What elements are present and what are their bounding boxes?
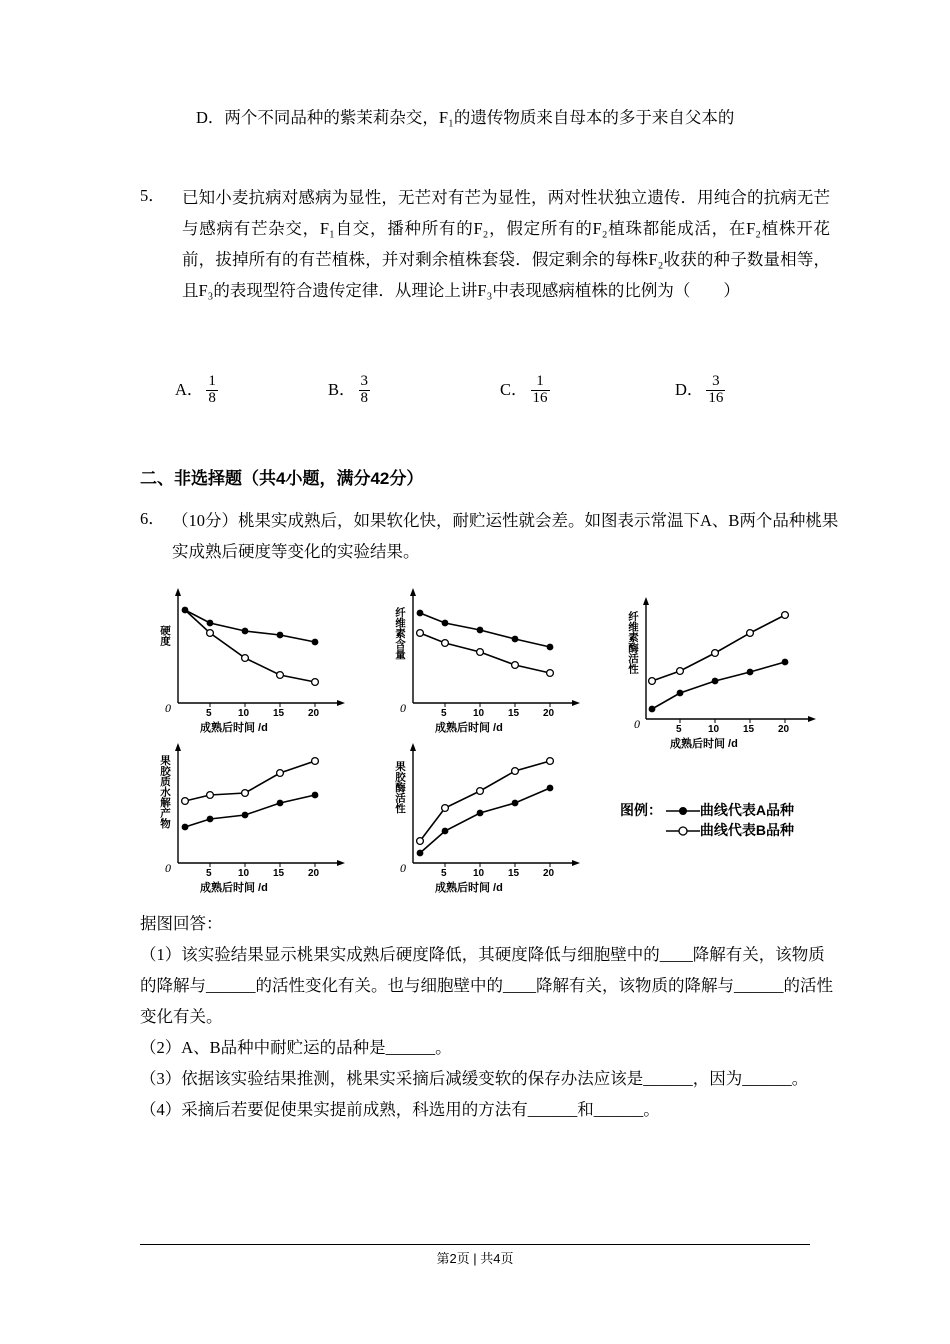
question-6-answers — [140, 908, 840, 1125]
chart-pectin-hydrolysate — [150, 743, 350, 893]
question-6-prompt: 据图回答： — [140, 914, 223, 933]
question-5-stem: 已知小麦抗病对感病为显性，无芒对有芒为显性，两对性状独立遗传．用纯合的抗病无芒与感病有芒杂交，F₁自交，播种所有的F₂，假定所有的F₂植珠都能成活，在F₂植株开花前，拔掉所有的有芒植株，并对剩余植株套袋．假定剩余的每株F₂收获的种子数量相等，且F₃的表现型符合遗传定律．从理论上讲F₃中表现感病植株的比例为（ ） — [182, 188, 830, 300]
chart-cellulose-content-tick-10: 10 — [473, 708, 485, 719]
question-5 — [140, 182, 830, 306]
question-6-stem: （10分）桃果实成熟后，如果软化快，耐贮运性就会差。如图表示常温下A、B两个品种桃果实成熟后硬度等变化的实验结果。 — [172, 511, 839, 561]
chart-cellulase-activity-origin: 0 — [634, 717, 640, 731]
choice-a-fraction: $\frac{1}{8}$ — [208, 373, 216, 406]
chart-pectin-hydrolysate-tick-20: 20 — [308, 868, 320, 879]
chart-pectinase-activity-tick-20: 20 — [543, 868, 555, 879]
legend-marker-open-icon — [666, 824, 700, 838]
question-6-sub-4: （4）采摘后若要促使果实提前成熟，科选用的方法有______和______。 — [140, 1100, 660, 1119]
chart-pectin-hydrolysate-origin: 0 — [165, 861, 171, 875]
question-6-sub-3: （3）依据该实验结果推测，桃果实采摘后减缓变软的保存办法应该是______，因为______。 — [140, 1069, 809, 1088]
page-footer: 第2页 | 共4页 — [436, 1251, 514, 1266]
chart-cellulase-activity-tick-5: 5 — [676, 724, 682, 735]
choice-c-label: C． — [500, 380, 528, 400]
chart-cellulase-activity-ylabel: 纤维素酶活性 — [627, 611, 639, 674]
chart-hardness-tick-5: 5 — [206, 708, 212, 719]
chart-cellulase-activity-tick-10: 10 — [708, 724, 720, 735]
choice-c[interactable] — [500, 375, 550, 408]
section-2-heading: 二、非选择题（共4小题，满分42分） — [140, 469, 424, 488]
chart-cellulase-activity-xlabel: 成熟后时间 /d — [670, 738, 738, 750]
chart-pectinase-activity-tick-15: 15 — [508, 868, 520, 879]
chart-cellulase-activity-tick-15: 15 — [743, 724, 755, 735]
choice-b[interactable] — [328, 375, 370, 408]
choice-b-label: B． — [328, 380, 356, 400]
chart-cellulase-activity-svg — [618, 597, 823, 747]
chart-pectinase-activity — [385, 743, 585, 893]
question-6 — [140, 505, 840, 567]
chart-pectin-hydrolysate-tick-15: 15 — [273, 868, 285, 879]
chart-pectin-hydrolysate-ylabel: 果胶质水解产物 — [159, 755, 171, 829]
choice-d-fraction: $\frac{3}{16}$ — [708, 373, 724, 406]
question-5-number: 5． — [140, 186, 165, 205]
legend-title: 图例： — [620, 802, 662, 818]
chart-hardness-tick-15: 15 — [273, 708, 285, 719]
choice-b-fraction: $\frac{3}{8}$ — [360, 373, 369, 406]
chart-pectin-hydrolysate-svg — [150, 743, 350, 893]
chart-cellulase-activity — [618, 597, 823, 750]
legend-marker-filled-icon — [666, 804, 700, 818]
choice-d[interactable] — [675, 375, 725, 408]
chart-hardness-ylabel: 硬度 — [159, 625, 171, 646]
chart-hardness-origin: 0 — [165, 701, 171, 715]
chart-hardness-svg — [150, 585, 350, 730]
chart-cellulose-content — [385, 585, 585, 734]
question4-option-d: D．两个不同品种的紫茉莉杂交，F₁的遗传物质来自母本的多于来自父本的 — [196, 108, 735, 127]
chart-cellulose-content-svg — [385, 585, 585, 730]
chart-pectinase-activity-tick-10: 10 — [473, 868, 485, 879]
chart-pectinase-activity-tick-5: 5 — [441, 868, 447, 879]
chart-cellulose-content-origin: 0 — [400, 701, 406, 715]
chart-pectin-hydrolysate-tick-5: 5 — [206, 868, 212, 879]
chart-pectin-hydrolysate-tick-10: 10 — [238, 868, 250, 879]
question-6-number: 6． — [140, 509, 165, 528]
chart-hardness — [150, 585, 350, 734]
chart-cellulose-content-tick-15: 15 — [508, 708, 520, 719]
choice-a-label: A． — [175, 380, 204, 400]
chart-cellulose-content-xlabel: 成熟后时间 /d — [435, 722, 503, 734]
choice-c-fraction: $\frac{1}{16}$ — [532, 373, 548, 406]
chart-cellulose-content-tick-20: 20 — [543, 708, 555, 719]
legend-label-b: 曲线代表B品种 — [699, 822, 795, 838]
question-6-figure — [140, 575, 840, 900]
chart-pectinase-activity-xlabel: 成熟后时间 /d — [435, 882, 503, 894]
chart-pectinase-activity-svg — [385, 743, 585, 893]
figure-legend — [620, 800, 794, 840]
chart-cellulose-content-ylabel: 纤维素含量 — [394, 607, 406, 660]
chart-hardness-xlabel: 成熟后时间 /d — [200, 722, 268, 734]
chart-hardness-tick-10: 10 — [238, 708, 250, 719]
question-6-sub-1: （1）该实验结果显示桃果实成熟后硬度降低，其硬度降低与细胞壁中的____降解有关，该物质的降解与______的活性变化有关。也与细胞壁中的____降解有关，该物质的降解与______的活性变化有关。 — [140, 945, 833, 1026]
question-6-sub-2: （2）A、B品种中耐贮运的品种是______。 — [140, 1038, 452, 1057]
chart-cellulose-content-tick-5: 5 — [441, 708, 447, 719]
chart-pectinase-activity-ylabel: 果胶酶活性 — [394, 761, 406, 814]
chart-cellulase-activity-tick-20: 20 — [778, 724, 790, 735]
legend-label-a: 曲线代表A品种 — [699, 802, 795, 818]
chart-pectinase-activity-origin: 0 — [400, 861, 406, 875]
choice-a[interactable] — [175, 375, 218, 408]
choice-d-label: D． — [675, 380, 704, 400]
chart-hardness-tick-20: 20 — [308, 708, 320, 719]
chart-pectin-hydrolysate-xlabel: 成熟后时间 /d — [200, 882, 268, 894]
footer-divider — [140, 1244, 810, 1245]
